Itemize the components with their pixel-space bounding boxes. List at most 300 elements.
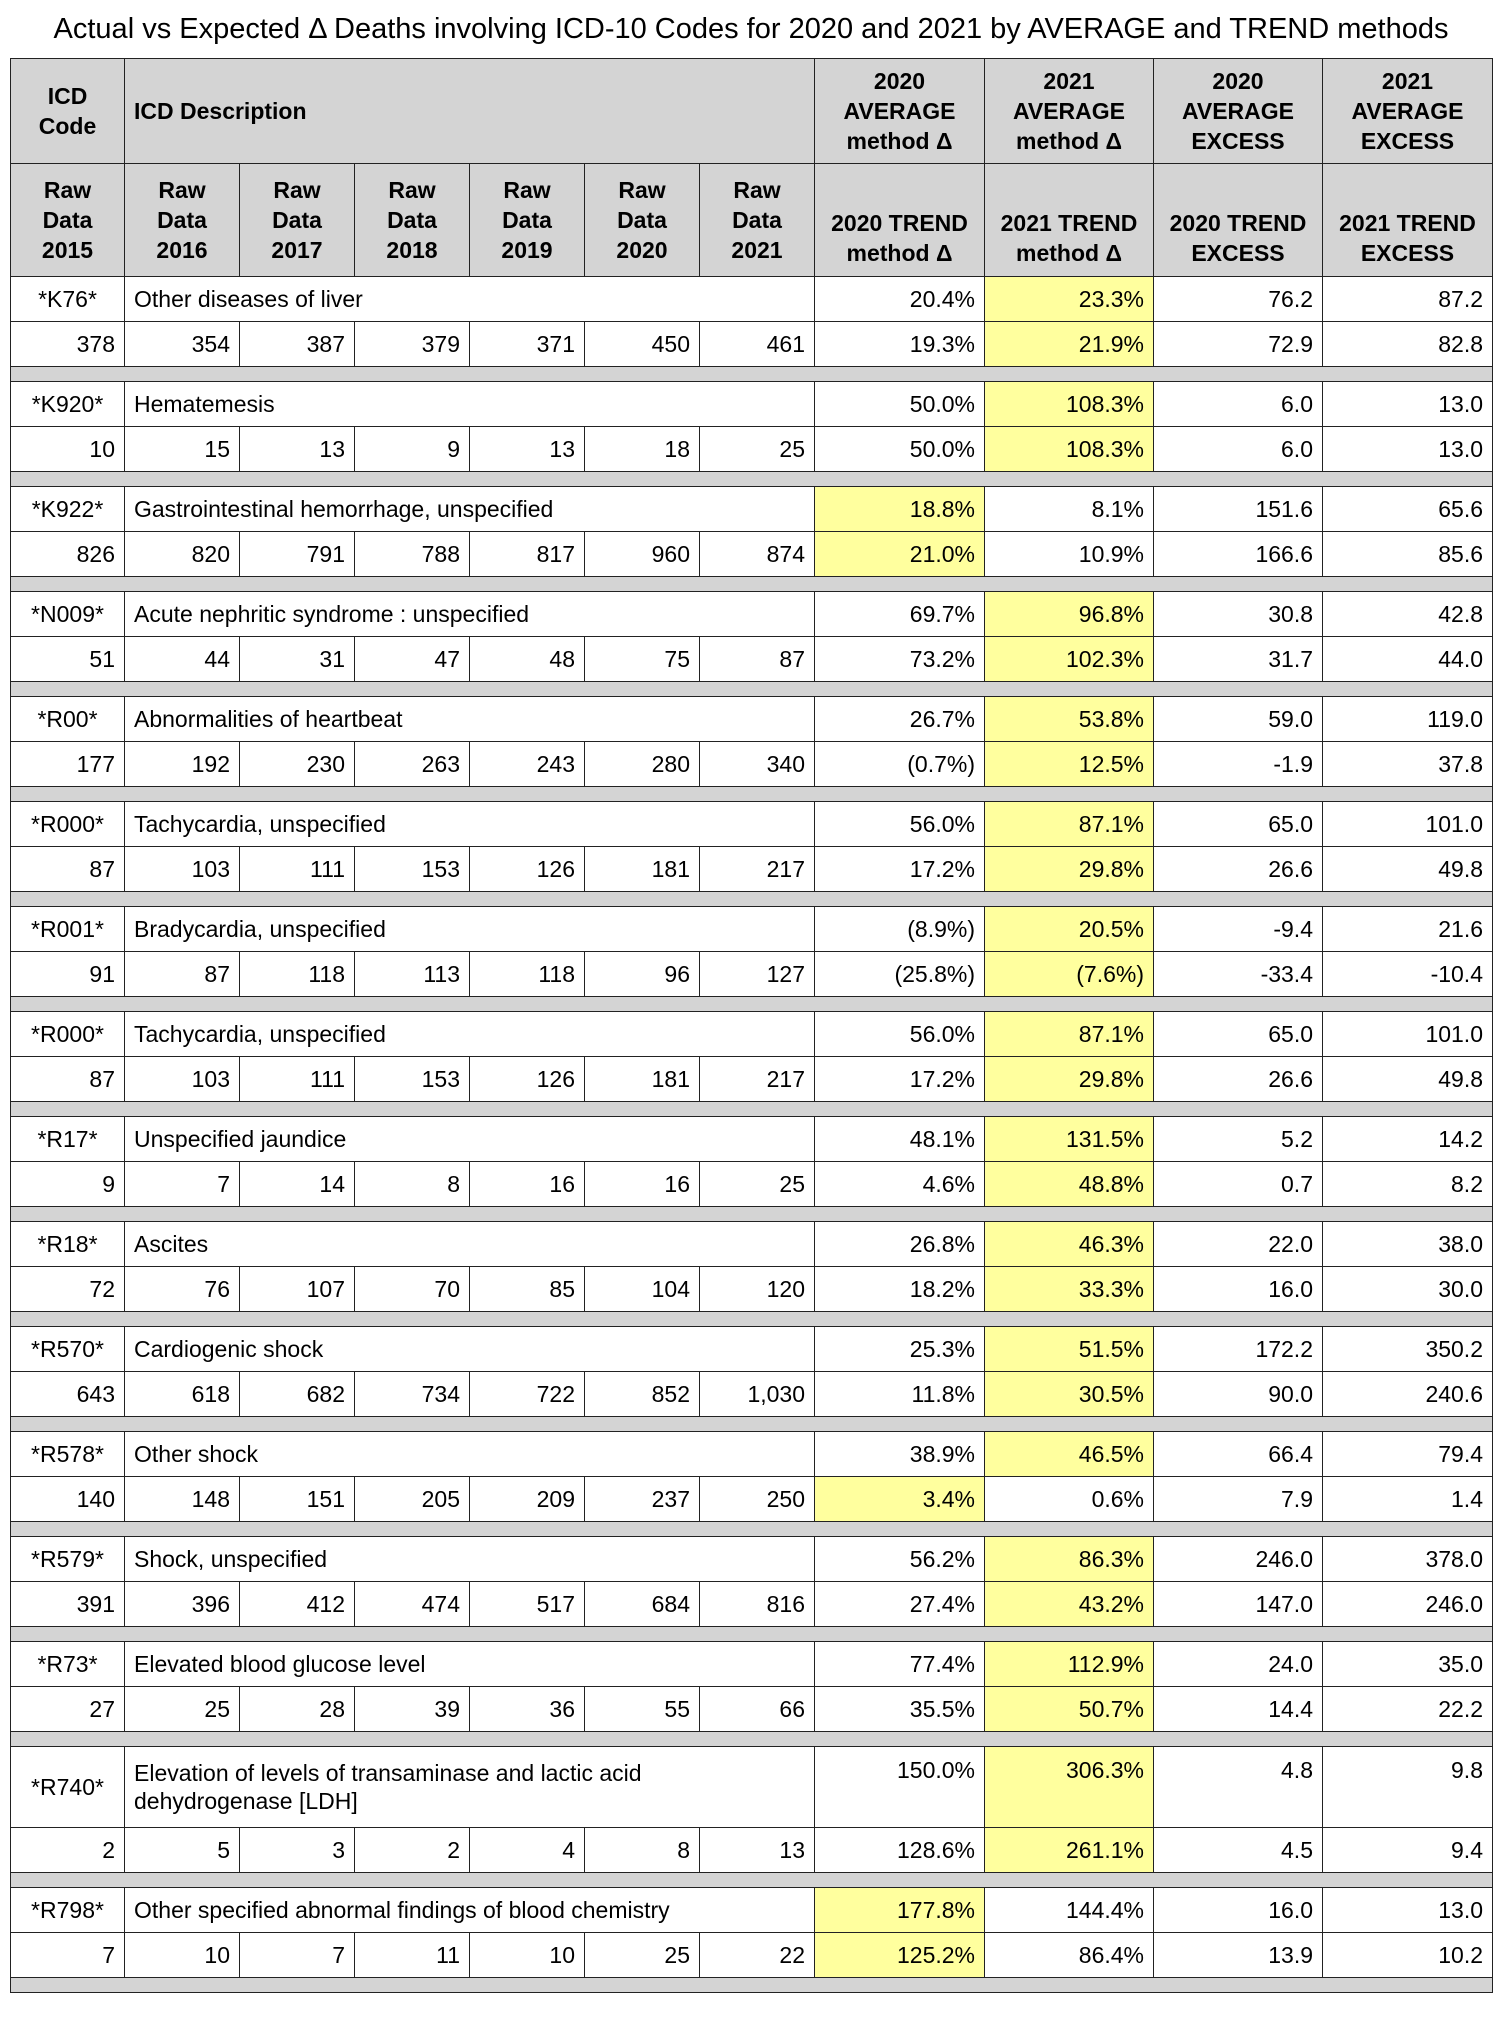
record-trend-row bbox=[11, 1162, 1493, 1207]
icd-deaths-table bbox=[10, 58, 1493, 1993]
record-trend-row bbox=[11, 637, 1493, 682]
average-excess-2020: 59.0 bbox=[1154, 697, 1323, 742]
average-excess-2020: 151.6 bbox=[1154, 487, 1323, 532]
separator-cell bbox=[11, 1417, 1493, 1432]
average-excess-2021: 101.0 bbox=[1323, 802, 1493, 847]
raw-data-2015: 9 bbox=[11, 1162, 125, 1207]
raw-data-2019: 118 bbox=[470, 952, 585, 997]
icd-description: Abnormalities of heartbeat bbox=[125, 697, 815, 742]
trend-delta-2020: 27.4% bbox=[815, 1582, 985, 1627]
raw-data-2015: 72 bbox=[11, 1267, 125, 1312]
raw-data-2021: 66 bbox=[700, 1687, 815, 1732]
average-delta-2021: 86.3% bbox=[985, 1537, 1154, 1582]
average-delta-2020: 26.7% bbox=[815, 697, 985, 742]
trend-delta-2021: 86.4% bbox=[985, 1933, 1154, 1978]
raw-data-2015: 7 bbox=[11, 1933, 125, 1978]
raw-data-2018: 113 bbox=[355, 952, 470, 997]
raw-data-2021: 816 bbox=[700, 1582, 815, 1627]
raw-data-2020: 181 bbox=[585, 1057, 700, 1102]
raw-data-2016: 5 bbox=[125, 1828, 240, 1873]
group-separator bbox=[11, 1417, 1493, 1432]
trend-delta-2020: 21.0% bbox=[815, 532, 985, 577]
average-delta-2021: 46.3% bbox=[985, 1222, 1154, 1267]
separator-cell bbox=[11, 787, 1493, 802]
record-trend-row bbox=[11, 1933, 1493, 1978]
trend-delta-2021: 0.6% bbox=[985, 1477, 1154, 1522]
trend-excess-2021: 240.6 bbox=[1323, 1372, 1493, 1417]
raw-data-2021: 25 bbox=[700, 427, 815, 472]
raw-data-2018: 263 bbox=[355, 742, 470, 787]
record-trend-row bbox=[11, 1372, 1493, 1417]
raw-data-2016: 10 bbox=[125, 1933, 240, 1978]
trend-delta-2020: (25.8%) bbox=[815, 952, 985, 997]
icd-code: *R000* bbox=[11, 802, 125, 847]
trend-excess-2021: 49.8 bbox=[1323, 1057, 1493, 1102]
trend-delta-2021: 10.9% bbox=[985, 532, 1154, 577]
record-trend-row bbox=[11, 322, 1493, 367]
average-delta-2020: 26.8% bbox=[815, 1222, 985, 1267]
trend-excess-2021: 37.8 bbox=[1323, 742, 1493, 787]
raw-data-2021: 120 bbox=[700, 1267, 815, 1312]
trend-delta-2020: 4.6% bbox=[815, 1162, 985, 1207]
raw-data-2017: 3 bbox=[240, 1828, 355, 1873]
record-trend-row bbox=[11, 1477, 1493, 1522]
raw-data-2018: 734 bbox=[355, 1372, 470, 1417]
separator-cell bbox=[11, 1102, 1493, 1117]
average-delta-2020: 50.0% bbox=[815, 382, 985, 427]
raw-data-2020: 181 bbox=[585, 847, 700, 892]
separator-cell bbox=[11, 367, 1493, 382]
separator-cell bbox=[11, 472, 1493, 487]
record-trend-row bbox=[11, 532, 1493, 577]
raw-data-2016: 76 bbox=[125, 1267, 240, 1312]
icd-description: Elevated blood glucose level bbox=[125, 1642, 815, 1687]
icd-code: *K76* bbox=[11, 277, 125, 322]
raw-data-2015: 27 bbox=[11, 1687, 125, 1732]
trend-delta-2021: 261.1% bbox=[985, 1828, 1154, 1873]
header-raw-2021: Raw Data 2021 bbox=[700, 164, 815, 277]
raw-data-2016: 7 bbox=[125, 1162, 240, 1207]
raw-data-2015: 87 bbox=[11, 1057, 125, 1102]
header-2021-average-excess: 2021 AVERAGE EXCESS bbox=[1323, 59, 1493, 164]
trend-delta-2020: 73.2% bbox=[815, 637, 985, 682]
average-delta-2021: 131.5% bbox=[985, 1117, 1154, 1162]
icd-description: Other shock bbox=[125, 1432, 815, 1477]
trend-excess-2020: 31.7 bbox=[1154, 637, 1323, 682]
record-average-row bbox=[11, 1888, 1493, 1933]
raw-data-2015: 140 bbox=[11, 1477, 125, 1522]
average-delta-2021: 23.3% bbox=[985, 277, 1154, 322]
average-excess-2021: 42.8 bbox=[1323, 592, 1493, 637]
average-delta-2020: 56.2% bbox=[815, 1537, 985, 1582]
icd-description: Bradycardia, unspecified bbox=[125, 907, 815, 952]
raw-data-2021: 127 bbox=[700, 952, 815, 997]
icd-code: *R001* bbox=[11, 907, 125, 952]
trend-delta-2020: 19.3% bbox=[815, 322, 985, 367]
raw-data-2017: 151 bbox=[240, 1477, 355, 1522]
raw-data-2017: 13 bbox=[240, 427, 355, 472]
trend-delta-2021: 43.2% bbox=[985, 1582, 1154, 1627]
trend-excess-2020: 166.6 bbox=[1154, 532, 1323, 577]
trend-delta-2020: 3.4% bbox=[815, 1477, 985, 1522]
record-average-row bbox=[11, 592, 1493, 637]
raw-data-2020: 960 bbox=[585, 532, 700, 577]
group-separator bbox=[11, 472, 1493, 487]
icd-description: Shock, unspecified bbox=[125, 1537, 815, 1582]
icd-code: *K920* bbox=[11, 382, 125, 427]
average-excess-2021: 119.0 bbox=[1323, 697, 1493, 742]
raw-data-2017: 111 bbox=[240, 1057, 355, 1102]
record-average-row bbox=[11, 697, 1493, 742]
record-trend-row bbox=[11, 952, 1493, 997]
trend-excess-2020: 4.5 bbox=[1154, 1828, 1323, 1873]
raw-data-2018: 8 bbox=[355, 1162, 470, 1207]
header-2020-trend-excess: 2020 TREND EXCESS bbox=[1154, 164, 1323, 277]
raw-data-2019: 817 bbox=[470, 532, 585, 577]
trend-excess-2020: -33.4 bbox=[1154, 952, 1323, 997]
record-average-row bbox=[11, 382, 1493, 427]
record-average-row bbox=[11, 907, 1493, 952]
raw-data-2017: 111 bbox=[240, 847, 355, 892]
trend-delta-2020: 17.2% bbox=[815, 1057, 985, 1102]
raw-data-2015: 91 bbox=[11, 952, 125, 997]
raw-data-2016: 396 bbox=[125, 1582, 240, 1627]
raw-data-2018: 2 bbox=[355, 1828, 470, 1873]
icd-description: Tachycardia, unspecified bbox=[125, 1012, 815, 1057]
trend-excess-2021: 44.0 bbox=[1323, 637, 1493, 682]
raw-data-2020: 16 bbox=[585, 1162, 700, 1207]
trend-excess-2020: 16.0 bbox=[1154, 1267, 1323, 1312]
icd-description: Elevation of levels of transaminase and lactic acid dehydrogenase [LDH] bbox=[125, 1747, 815, 1828]
trend-excess-2021: 49.8 bbox=[1323, 847, 1493, 892]
trend-excess-2021: 82.8 bbox=[1323, 322, 1493, 367]
raw-data-2019: 4 bbox=[470, 1828, 585, 1873]
raw-data-2015: 391 bbox=[11, 1582, 125, 1627]
raw-data-2015: 87 bbox=[11, 847, 125, 892]
average-excess-2020: -9.4 bbox=[1154, 907, 1323, 952]
trend-excess-2020: -1.9 bbox=[1154, 742, 1323, 787]
group-separator bbox=[11, 1627, 1493, 1642]
raw-data-2017: 230 bbox=[240, 742, 355, 787]
record-trend-row bbox=[11, 1687, 1493, 1732]
raw-data-2017: 387 bbox=[240, 322, 355, 367]
raw-data-2016: 103 bbox=[125, 847, 240, 892]
record-average-row bbox=[11, 1117, 1493, 1162]
average-excess-2020: 6.0 bbox=[1154, 382, 1323, 427]
raw-data-2019: 243 bbox=[470, 742, 585, 787]
page-title: Actual vs Expected Δ Deaths involving ICD-10 Codes for 2020 and 2021 by AVERAGE and TREND methods bbox=[53, 13, 1449, 45]
raw-data-2016: 148 bbox=[125, 1477, 240, 1522]
raw-data-2019: 13 bbox=[470, 427, 585, 472]
header-2021-average-delta: 2021 AVERAGE method Δ bbox=[985, 59, 1154, 164]
raw-data-2018: 9 bbox=[355, 427, 470, 472]
raw-data-2016: 820 bbox=[125, 532, 240, 577]
raw-data-2019: 209 bbox=[470, 1477, 585, 1522]
average-delta-2021: 306.3% bbox=[985, 1747, 1154, 1828]
raw-data-2016: 618 bbox=[125, 1372, 240, 1417]
raw-data-2019: 48 bbox=[470, 637, 585, 682]
raw-data-2021: 874 bbox=[700, 532, 815, 577]
raw-data-2015: 2 bbox=[11, 1828, 125, 1873]
trend-excess-2020: 14.4 bbox=[1154, 1687, 1323, 1732]
header-2020-trend-delta: 2020 TREND method Δ bbox=[815, 164, 985, 277]
trend-delta-2021: 29.8% bbox=[985, 1057, 1154, 1102]
average-excess-2021: 14.2 bbox=[1323, 1117, 1493, 1162]
icd-description: Gastrointestinal hemorrhage, unspecified bbox=[125, 487, 815, 532]
icd-code: *R798* bbox=[11, 1888, 125, 1933]
trend-excess-2020: 0.7 bbox=[1154, 1162, 1323, 1207]
separator-cell bbox=[11, 1732, 1493, 1747]
raw-data-2018: 70 bbox=[355, 1267, 470, 1312]
average-excess-2021: 350.2 bbox=[1323, 1327, 1493, 1372]
icd-description: Hematemesis bbox=[125, 382, 815, 427]
record-trend-row bbox=[11, 1057, 1493, 1102]
raw-data-2018: 11 bbox=[355, 1933, 470, 1978]
icd-code: *R740* bbox=[11, 1747, 125, 1828]
header-icd-code: ICD Code bbox=[11, 59, 125, 164]
average-delta-2020: 56.0% bbox=[815, 1012, 985, 1057]
average-excess-2021: 21.6 bbox=[1323, 907, 1493, 952]
raw-data-2017: 682 bbox=[240, 1372, 355, 1417]
separator-cell bbox=[11, 997, 1493, 1012]
group-separator bbox=[11, 997, 1493, 1012]
trend-delta-2020: 11.8% bbox=[815, 1372, 985, 1417]
group-separator bbox=[11, 1207, 1493, 1222]
trend-excess-2021: 13.0 bbox=[1323, 427, 1493, 472]
group-separator bbox=[11, 1102, 1493, 1117]
raw-data-2018: 153 bbox=[355, 1057, 470, 1102]
trend-delta-2021: 108.3% bbox=[985, 427, 1154, 472]
average-delta-2021: 8.1% bbox=[985, 487, 1154, 532]
raw-data-2015: 51 bbox=[11, 637, 125, 682]
raw-data-2019: 126 bbox=[470, 1057, 585, 1102]
header-raw-2018: Raw Data 2018 bbox=[355, 164, 470, 277]
average-delta-2021: 108.3% bbox=[985, 382, 1154, 427]
raw-data-2020: 280 bbox=[585, 742, 700, 787]
raw-data-2017: 107 bbox=[240, 1267, 355, 1312]
average-excess-2020: 5.2 bbox=[1154, 1117, 1323, 1162]
raw-data-2016: 354 bbox=[125, 322, 240, 367]
raw-data-2017: 791 bbox=[240, 532, 355, 577]
trend-excess-2020: 26.6 bbox=[1154, 1057, 1323, 1102]
header-raw-2016: Raw Data 2016 bbox=[125, 164, 240, 277]
raw-data-2019: 371 bbox=[470, 322, 585, 367]
trend-excess-2021: -10.4 bbox=[1323, 952, 1493, 997]
group-separator bbox=[11, 1873, 1493, 1888]
trend-delta-2021: 48.8% bbox=[985, 1162, 1154, 1207]
raw-data-2020: 237 bbox=[585, 1477, 700, 1522]
average-delta-2021: 53.8% bbox=[985, 697, 1154, 742]
header-raw-2015: Raw Data 2015 bbox=[11, 164, 125, 277]
record-average-row bbox=[11, 802, 1493, 847]
trend-delta-2020: 18.2% bbox=[815, 1267, 985, 1312]
group-separator bbox=[11, 892, 1493, 907]
record-average-row bbox=[11, 487, 1493, 532]
icd-code: *R570* bbox=[11, 1327, 125, 1372]
average-delta-2020: 77.4% bbox=[815, 1642, 985, 1687]
raw-data-2015: 177 bbox=[11, 742, 125, 787]
raw-data-2019: 16 bbox=[470, 1162, 585, 1207]
trend-delta-2020: 17.2% bbox=[815, 847, 985, 892]
average-excess-2020: 24.0 bbox=[1154, 1642, 1323, 1687]
record-average-row bbox=[11, 1432, 1493, 1477]
average-delta-2020: 150.0% bbox=[815, 1747, 985, 1828]
icd-code: *R18* bbox=[11, 1222, 125, 1267]
icd-description: Other diseases of liver bbox=[125, 277, 815, 322]
average-delta-2020: 69.7% bbox=[815, 592, 985, 637]
trend-excess-2021: 9.4 bbox=[1323, 1828, 1493, 1873]
record-average-row bbox=[11, 277, 1493, 322]
average-excess-2021: 65.6 bbox=[1323, 487, 1493, 532]
raw-data-2021: 25 bbox=[700, 1162, 815, 1207]
separator-cell bbox=[11, 682, 1493, 697]
raw-data-2016: 87 bbox=[125, 952, 240, 997]
average-excess-2020: 76.2 bbox=[1154, 277, 1323, 322]
average-delta-2021: 96.8% bbox=[985, 592, 1154, 637]
trend-delta-2021: 21.9% bbox=[985, 322, 1154, 367]
average-delta-2021: 46.5% bbox=[985, 1432, 1154, 1477]
raw-data-2016: 25 bbox=[125, 1687, 240, 1732]
average-delta-2020: 48.1% bbox=[815, 1117, 985, 1162]
group-separator bbox=[11, 787, 1493, 802]
record-average-row bbox=[11, 1537, 1493, 1582]
average-excess-2020: 66.4 bbox=[1154, 1432, 1323, 1477]
trend-excess-2021: 246.0 bbox=[1323, 1582, 1493, 1627]
raw-data-2019: 722 bbox=[470, 1372, 585, 1417]
header-row-trend bbox=[11, 164, 1493, 277]
average-delta-2020: 25.3% bbox=[815, 1327, 985, 1372]
header-2020-average-delta: 2020 AVERAGE method Δ bbox=[815, 59, 985, 164]
average-delta-2021: 112.9% bbox=[985, 1642, 1154, 1687]
separator-cell bbox=[11, 892, 1493, 907]
raw-data-2020: 450 bbox=[585, 322, 700, 367]
raw-data-2021: 13 bbox=[700, 1828, 815, 1873]
separator-cell bbox=[11, 577, 1493, 592]
raw-data-2021: 217 bbox=[700, 847, 815, 892]
average-delta-2020: (8.9%) bbox=[815, 907, 985, 952]
record-trend-row bbox=[11, 847, 1493, 892]
trend-delta-2020: 50.0% bbox=[815, 427, 985, 472]
group-separator bbox=[11, 1312, 1493, 1327]
raw-data-2015: 643 bbox=[11, 1372, 125, 1417]
icd-code: *R73* bbox=[11, 1642, 125, 1687]
average-excess-2020: 4.8 bbox=[1154, 1747, 1323, 1828]
average-excess-2020: 65.0 bbox=[1154, 802, 1323, 847]
raw-data-2018: 205 bbox=[355, 1477, 470, 1522]
raw-data-2021: 461 bbox=[700, 322, 815, 367]
average-excess-2020: 172.2 bbox=[1154, 1327, 1323, 1372]
icd-description: Tachycardia, unspecified bbox=[125, 802, 815, 847]
raw-data-2016: 192 bbox=[125, 742, 240, 787]
average-excess-2021: 101.0 bbox=[1323, 1012, 1493, 1057]
raw-data-2020: 96 bbox=[585, 952, 700, 997]
raw-data-2017: 118 bbox=[240, 952, 355, 997]
separator-cell bbox=[11, 1627, 1493, 1642]
raw-data-2017: 14 bbox=[240, 1162, 355, 1207]
raw-data-2018: 47 bbox=[355, 637, 470, 682]
raw-data-2020: 104 bbox=[585, 1267, 700, 1312]
group-separator bbox=[11, 1522, 1493, 1537]
header-raw-2017: Raw Data 2017 bbox=[240, 164, 355, 277]
trend-excess-2021: 22.2 bbox=[1323, 1687, 1493, 1732]
trend-excess-2020: 26.6 bbox=[1154, 847, 1323, 892]
raw-data-2015: 378 bbox=[11, 322, 125, 367]
raw-data-2021: 340 bbox=[700, 742, 815, 787]
average-delta-2021: 20.5% bbox=[985, 907, 1154, 952]
trend-excess-2020: 90.0 bbox=[1154, 1372, 1323, 1417]
average-excess-2021: 13.0 bbox=[1323, 1888, 1493, 1933]
trend-excess-2020: 6.0 bbox=[1154, 427, 1323, 472]
record-trend-row bbox=[11, 1582, 1493, 1627]
raw-data-2019: 126 bbox=[470, 847, 585, 892]
trend-delta-2021: (7.6%) bbox=[985, 952, 1154, 997]
raw-data-2019: 517 bbox=[470, 1582, 585, 1627]
raw-data-2018: 474 bbox=[355, 1582, 470, 1627]
header-raw-2019: Raw Data 2019 bbox=[470, 164, 585, 277]
record-average-row bbox=[11, 1012, 1493, 1057]
raw-data-2021: 217 bbox=[700, 1057, 815, 1102]
average-delta-2020: 20.4% bbox=[815, 277, 985, 322]
average-excess-2020: 16.0 bbox=[1154, 1888, 1323, 1933]
raw-data-2018: 153 bbox=[355, 847, 470, 892]
icd-description: Unspecified jaundice bbox=[125, 1117, 815, 1162]
group-separator bbox=[11, 1732, 1493, 1747]
average-delta-2020: 56.0% bbox=[815, 802, 985, 847]
icd-description: Ascites bbox=[125, 1222, 815, 1267]
raw-data-2020: 852 bbox=[585, 1372, 700, 1417]
record-trend-row bbox=[11, 427, 1493, 472]
icd-code: *R578* bbox=[11, 1432, 125, 1477]
separator-cell bbox=[11, 1978, 1493, 1993]
trend-delta-2021: 102.3% bbox=[985, 637, 1154, 682]
raw-data-2020: 18 bbox=[585, 427, 700, 472]
header-2020-average-excess: 2020 AVERAGE EXCESS bbox=[1154, 59, 1323, 164]
header-raw-2020: Raw Data 2020 bbox=[585, 164, 700, 277]
icd-description: Other specified abnormal findings of blood chemistry bbox=[125, 1888, 815, 1933]
average-delta-2021: 51.5% bbox=[985, 1327, 1154, 1372]
average-delta-2021: 87.1% bbox=[985, 802, 1154, 847]
raw-data-2016: 44 bbox=[125, 637, 240, 682]
raw-data-2021: 87 bbox=[700, 637, 815, 682]
average-excess-2020: 22.0 bbox=[1154, 1222, 1323, 1267]
trend-delta-2021: 33.3% bbox=[985, 1267, 1154, 1312]
average-excess-2021: 79.4 bbox=[1323, 1432, 1493, 1477]
raw-data-2021: 22 bbox=[700, 1933, 815, 1978]
raw-data-2018: 788 bbox=[355, 532, 470, 577]
separator-cell bbox=[11, 1207, 1493, 1222]
header-2021-trend-excess: 2021 TREND EXCESS bbox=[1323, 164, 1493, 277]
average-excess-2021: 13.0 bbox=[1323, 382, 1493, 427]
raw-data-2020: 75 bbox=[585, 637, 700, 682]
table-body bbox=[11, 277, 1493, 1993]
group-separator bbox=[11, 1978, 1493, 1993]
icd-code: *N009* bbox=[11, 592, 125, 637]
header-icd-description: ICD Description bbox=[125, 59, 815, 164]
raw-data-2021: 1,030 bbox=[700, 1372, 815, 1417]
trend-excess-2021: 1.4 bbox=[1323, 1477, 1493, 1522]
record-average-row bbox=[11, 1327, 1493, 1372]
trend-excess-2020: 147.0 bbox=[1154, 1582, 1323, 1627]
average-delta-2021: 87.1% bbox=[985, 1012, 1154, 1057]
raw-data-2019: 10 bbox=[470, 1933, 585, 1978]
trend-delta-2020: 128.6% bbox=[815, 1828, 985, 1873]
trend-delta-2020: (0.7%) bbox=[815, 742, 985, 787]
average-excess-2020: 65.0 bbox=[1154, 1012, 1323, 1057]
raw-data-2018: 379 bbox=[355, 322, 470, 367]
record-average-row bbox=[11, 1747, 1493, 1828]
header-2021-trend-delta: 2021 TREND method Δ bbox=[985, 164, 1154, 277]
separator-cell bbox=[11, 1873, 1493, 1888]
